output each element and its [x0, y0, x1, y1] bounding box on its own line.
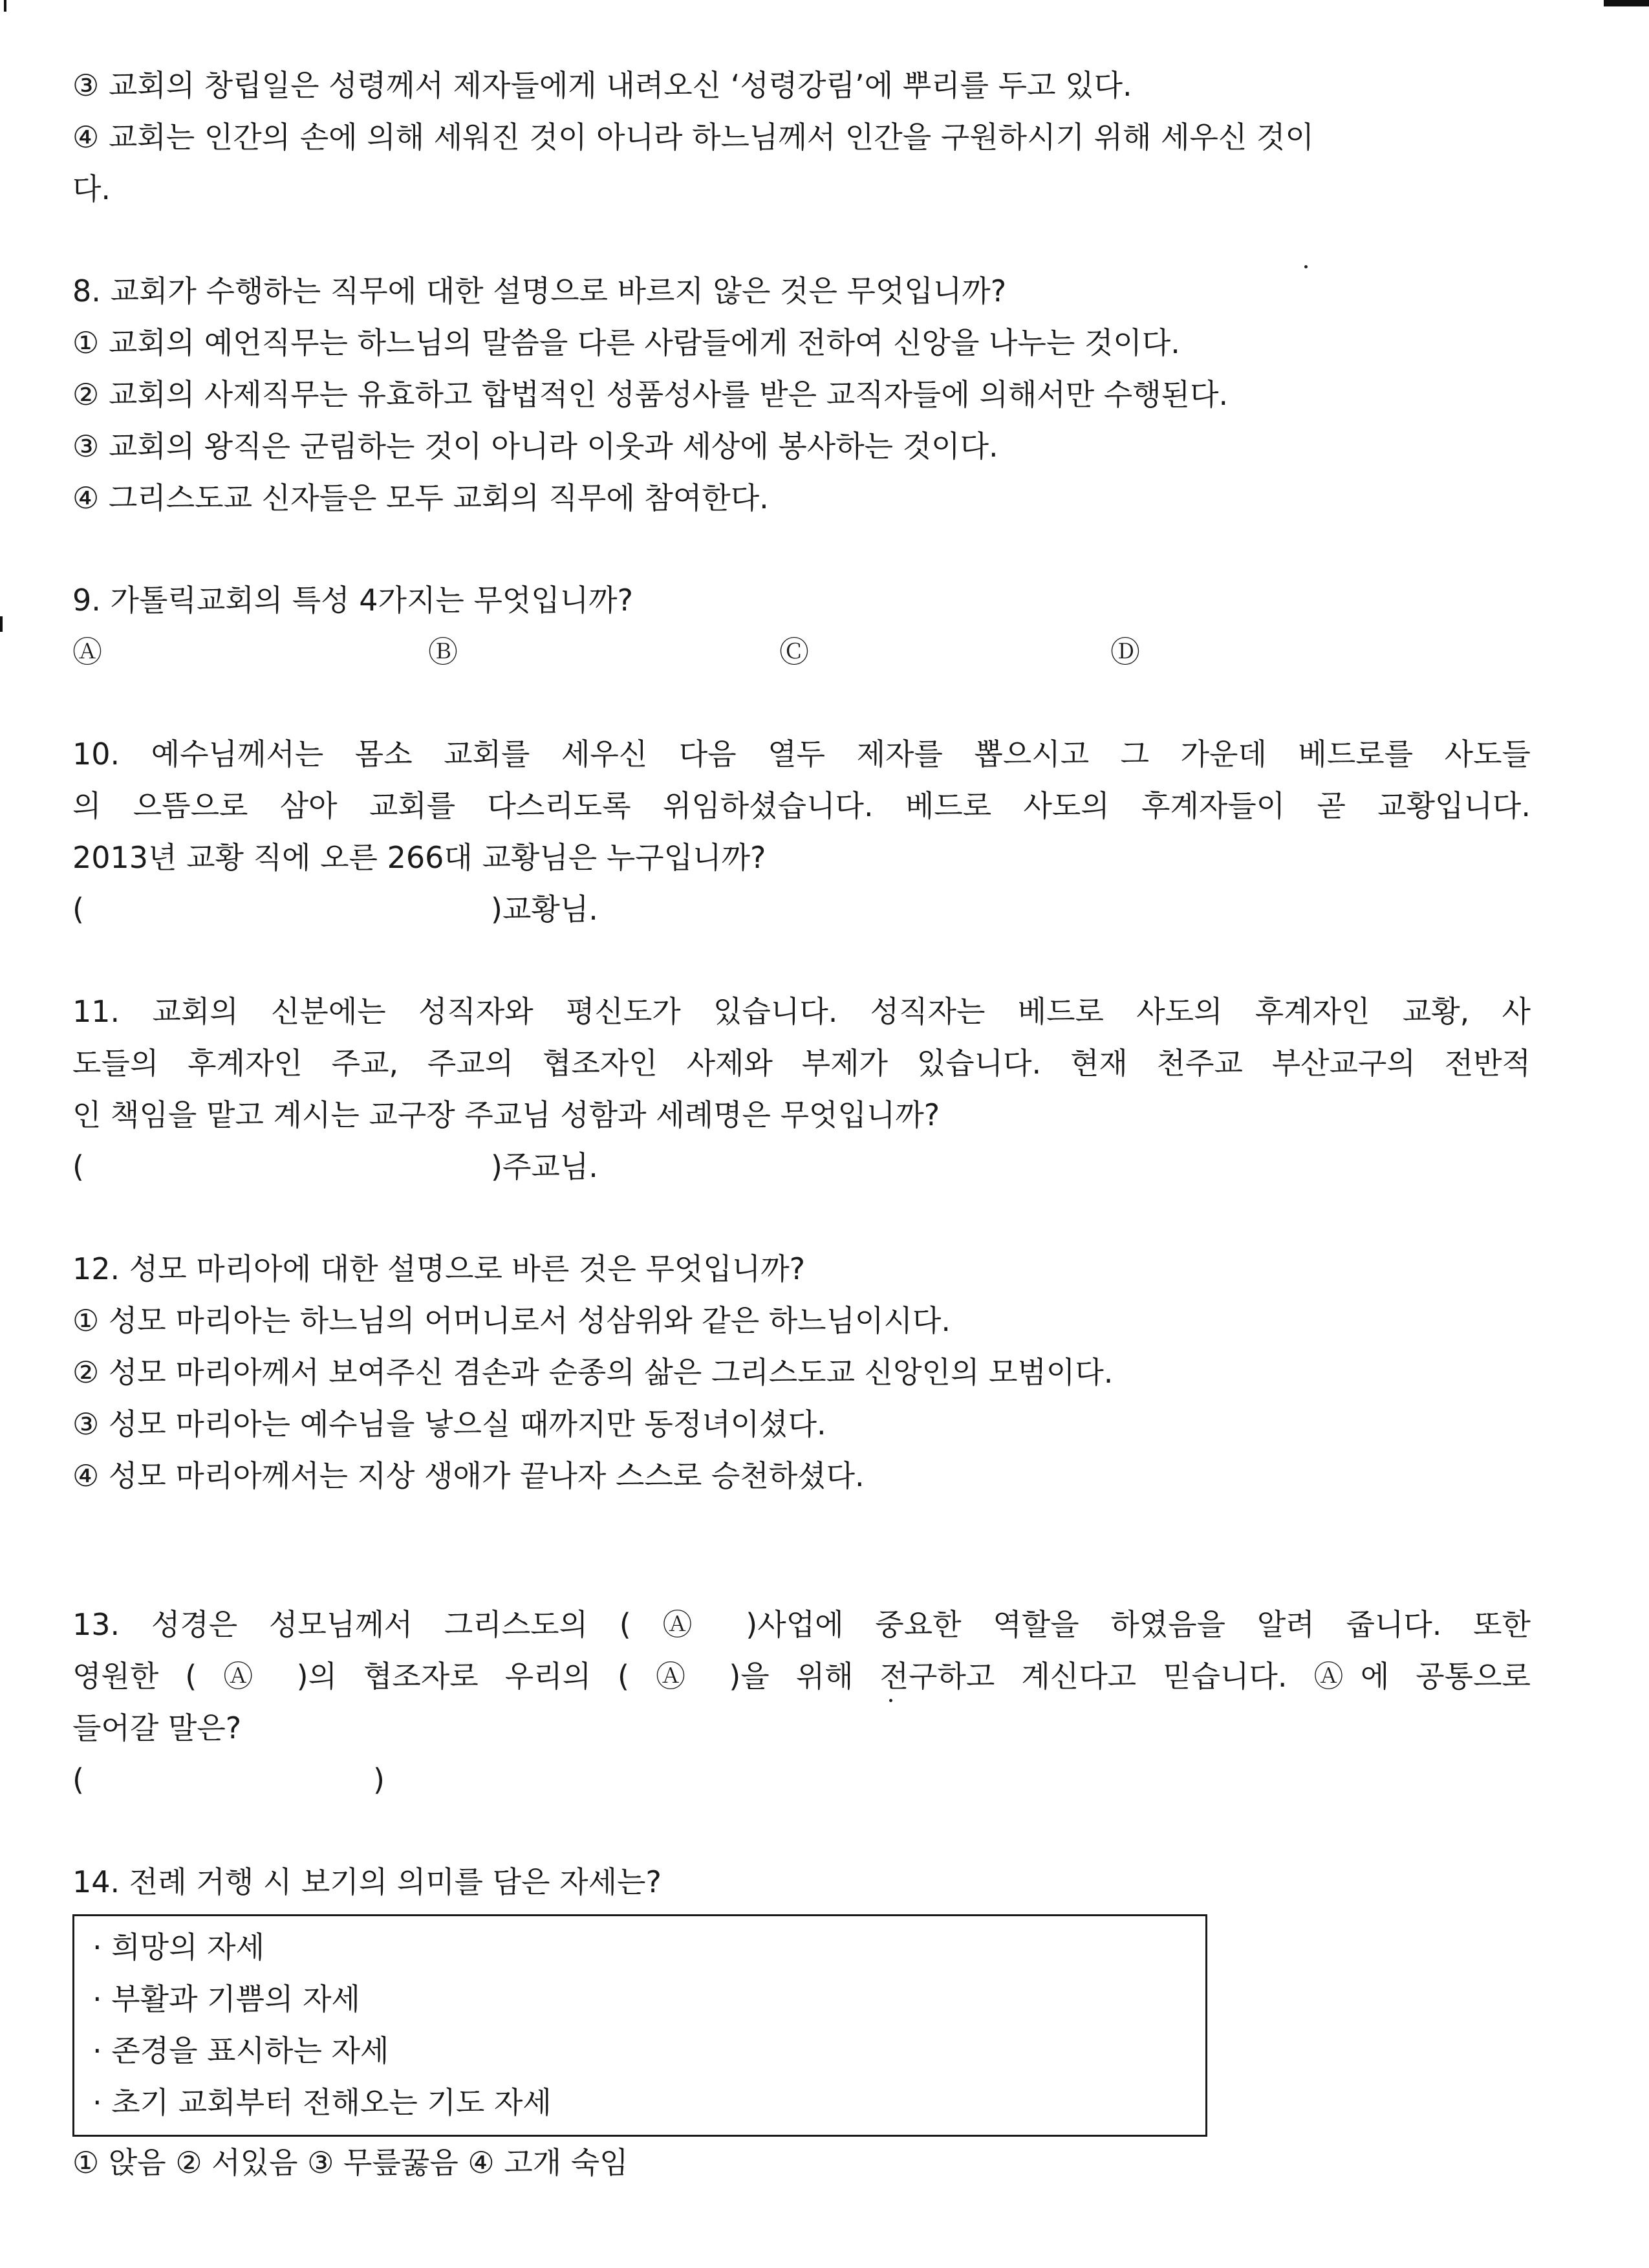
option-1: ① 성모 마리아는 하느님의 어머니로서 성삼위와 같은 하느님이시다.	[72, 1303, 951, 1338]
question-11	[72, 986, 1531, 1193]
box-item: · 부활과 기쁨의 자세	[92, 1982, 360, 2016]
worksheet-page	[72, 59, 1531, 2188]
question-text: 12. 성모 마리아에 대한 설명으로 바른 것은 무엇입니까?	[72, 1251, 806, 1286]
question-10	[72, 728, 1531, 935]
question-7-tail	[72, 59, 1531, 215]
answer-open-paren: (	[72, 1762, 84, 1797]
blank-c-marker: Ⓒ	[779, 634, 809, 669]
box-item: · 초기 교회부터 전해오는 기도 자세	[92, 2085, 552, 2120]
question-text: 2013년 교황 직에 오른 266대 교황님은 누구입니까?	[72, 840, 766, 875]
answer-suffix: )교황님.	[491, 892, 598, 927]
spacer	[72, 678, 1531, 728]
answer-close-paren: )	[373, 1762, 385, 1797]
question-12	[72, 1243, 1531, 1502]
scan-edge-mark	[4, 0, 6, 12]
blank-a-marker: Ⓐ	[72, 634, 102, 669]
answer-blank	[72, 883, 1531, 935]
spacer	[72, 524, 1531, 574]
question-text: 8. 교회가 수행하는 직무에 대한 설명으로 바르지 않은 것은 무엇입니까?	[72, 274, 1007, 308]
question-text: 들어갈 말은?	[72, 1711, 242, 1745]
question-8	[72, 265, 1531, 524]
example-box	[72, 1914, 1207, 2137]
spacer	[72, 1806, 1531, 1856]
question-text: 14. 전례 거행 시 보기의 의미를 담은 자세는?	[72, 1864, 662, 1899]
box-item: · 희망의 자세	[92, 1930, 265, 1965]
spacer	[72, 1193, 1531, 1243]
question-text: 의 으뜸으로 삼아 교회를 다스리도록 위임하셨습니다. 베드로 사도의 후계자들이 곧 교황입니다.	[72, 788, 1531, 823]
answer-blanks-row	[72, 626, 1531, 678]
blank-b-marker: Ⓑ	[428, 634, 458, 669]
question-text: 11. 교회의 신분에는 성직자와 평신도가 있습니다. 성직자는 베드로 사도의 후계자인 교황, 사	[72, 994, 1531, 1029]
blank-d-marker: Ⓓ	[1110, 634, 1140, 669]
option-line: ③ 교회의 창립일은 성령께서 제자들에게 내려오신 ‘성령강림’에 뿌리를 두고 있다.	[72, 68, 1132, 103]
answer-blank	[72, 1141, 1531, 1193]
question-14	[72, 1856, 1531, 2188]
answer-open-paren: (	[72, 1149, 84, 1184]
option-1: ① 교회의 예언직무는 하느님의 말씀을 다른 사람들에게 전하여 신앙을 나누는 것이다.	[72, 325, 1180, 360]
option-2: ② 교회의 사제직무는 유효하고 합법적인 성품성사를 받은 교직자들에 의해서만 수행된다.	[72, 377, 1229, 412]
answer-blank	[72, 1754, 1531, 1806]
option-4: ④ 성모 마리아께서는 지상 생애가 끝나자 스스로 승천하셨다.	[72, 1458, 865, 1493]
option-line: ④ 교회는 인간의 손에 의해 세워진 것이 아니라 하느님께서 인간을 구원하시기 위해 세우신 것이	[72, 120, 1314, 155]
answer-choices: ① 앉음 ② 서있음 ③ 무릎꿇음 ④ 고개 숙임	[72, 2145, 629, 2180]
scan-edge-mark	[1604, 0, 1649, 6]
question-text: 영원한 ( Ⓐ )의 협조자로 우리의 ( Ⓐ )을 위해 전구하고 계신다고 믿습니다. Ⓐ에 공통으로	[72, 1659, 1531, 1694]
option-line-continued: 다.	[72, 171, 111, 206]
question-text: 10. 예수님께서는 몸소 교회를 세우신 다음 열두 제자를 뽑으시고 그 가운데 베드로를 사도들	[72, 737, 1531, 772]
spacer	[72, 1502, 1531, 1599]
spacer	[72, 935, 1531, 986]
box-item: · 존경을 표시하는 자세	[92, 2033, 389, 2068]
question-13	[72, 1599, 1531, 1806]
answer-suffix: )주교님.	[491, 1149, 598, 1184]
option-3: ③ 교회의 왕직은 군림하는 것이 아니라 이웃과 세상에 봉사하는 것이다.	[72, 429, 998, 464]
option-4: ④ 그리스도교 신자들은 모두 교회의 직무에 참여한다.	[72, 481, 769, 515]
spacer	[72, 215, 1531, 265]
scan-edge-mark	[0, 616, 3, 632]
question-text: 인 책임을 맡고 계시는 교구장 주교님 성함과 세례명은 무엇입니까?	[72, 1097, 940, 1132]
answer-open-paren: (	[72, 892, 84, 927]
option-3: ③ 성모 마리아는 예수님을 낳으실 때까지만 동정녀이셨다.	[72, 1407, 826, 1442]
question-text: 13. 성경은 성모님께서 그리스도의 ( Ⓐ )사업에 중요한 역할을 하였음을 알려 줍니다. 또한	[72, 1607, 1531, 1642]
question-text: 도들의 후계자인 주교, 주교의 협조자인 사제와 부제가 있습니다. 현재 천주교 부산교구의 전반적	[72, 1046, 1531, 1081]
question-9	[72, 574, 1531, 678]
question-text: 9. 가톨릭교회의 특성 4가지는 무엇입니까?	[72, 583, 634, 618]
option-2: ② 성모 마리아께서 보여주신 겸손과 순종의 삶은 그리스도교 신앙인의 모범이다.	[72, 1355, 1114, 1390]
